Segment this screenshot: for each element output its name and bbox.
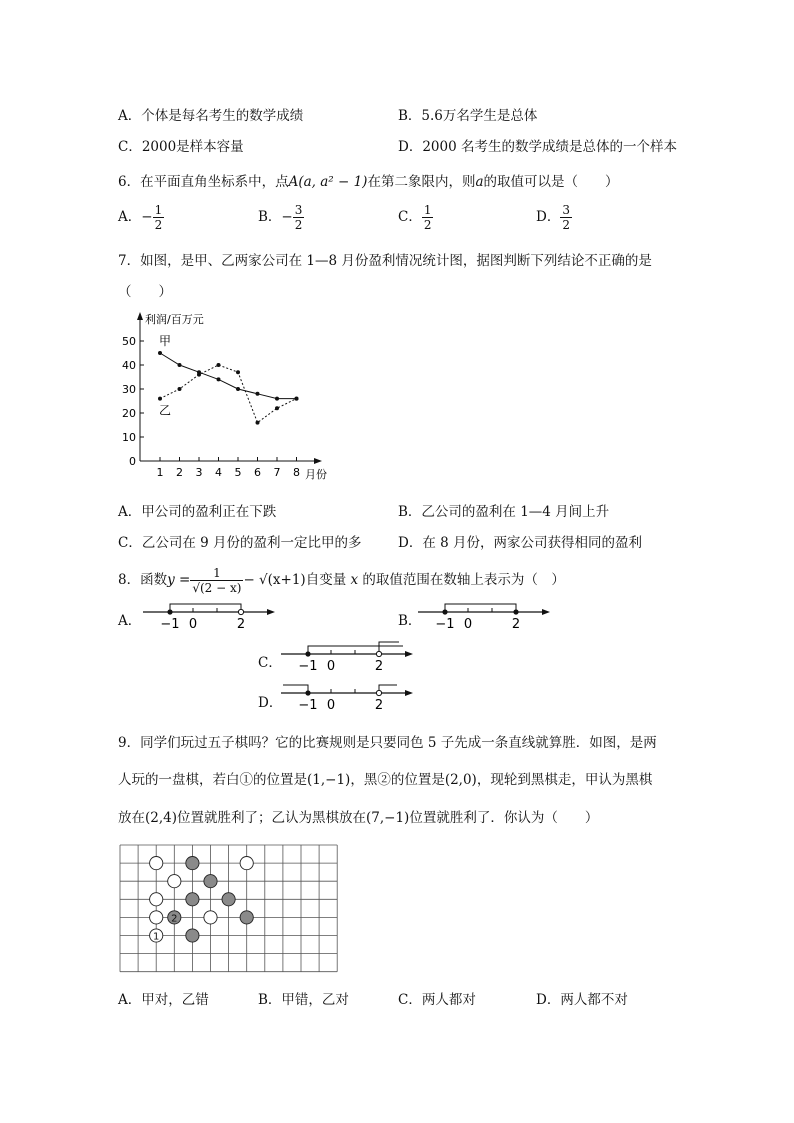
y-tick-label: 10 (122, 431, 136, 444)
stone-number: 1 (153, 931, 160, 943)
data-point (158, 351, 162, 355)
tick-label: 2 (236, 617, 246, 632)
q7-option-d: D．在 8 月份，两家公司获得相同的盈利 (398, 535, 642, 551)
x-tick-label: 6 (254, 466, 261, 479)
tick-label: 0 (326, 698, 336, 713)
y-tick-label: 0 (129, 455, 136, 468)
axis-arrow (405, 690, 413, 696)
series-line-2 (160, 365, 297, 423)
q9-line-3: 放在(2,4)位置就胜利了；乙认为黑棋放在(7,−1)位置就胜利了．你认为（ ） (118, 810, 599, 826)
q9-line-1: 9．同学们玩过五子棋吗？它的比赛规则是只要同色 5 子先成一条直线就算胜．如图，是两 (118, 735, 657, 751)
closed-endpoint (442, 609, 447, 614)
tick-label: 0 (326, 659, 336, 674)
data-point (197, 373, 201, 377)
black-stone (222, 893, 235, 906)
q5-option-d: D．2000 名考生的数学成绩是总体的一个样本 (398, 139, 677, 155)
q8-option-a-label: A． (118, 613, 142, 629)
q8-formula-fraction: $\frac{1}{√(2 - x)}$ (192, 566, 242, 595)
tick-label: −1 (298, 698, 318, 713)
q8-stem: 8．函数y = $\frac{1}{√(2 - x)}$ − √(x+1)自变量 x 的取值范围在数轴上表示为（ ） (118, 566, 565, 595)
q8-option-a-number-line (143, 596, 278, 634)
x-axis-label: 月份 (305, 468, 327, 481)
q8-option-b-number-line (418, 596, 553, 634)
x-tick-label: 2 (176, 466, 183, 479)
x-tick-label: 8 (293, 466, 300, 479)
data-point (256, 392, 260, 396)
tick-label: 0 (188, 617, 198, 632)
range-bracket (445, 604, 516, 612)
q9-option-c: C．两人都对 (398, 992, 476, 1008)
q6-var: a (475, 174, 484, 190)
tick-label: 2 (511, 617, 521, 632)
x-tick-label: 3 (195, 466, 203, 479)
x-tick-label: 1 (156, 466, 164, 479)
white-stone (240, 857, 253, 870)
closed-endpoint (305, 651, 310, 656)
q6-option-c: C． $\frac{1}{2}$ (398, 203, 432, 232)
range-right-2 (379, 642, 399, 654)
q9-line-2: 人玩的一盘棋，若白①的位置是(1,−1)，黑②的位置是(2,0)，现轮到黑棋走，甲认为黑棋 (118, 772, 653, 788)
q8-option-c-label: C． (258, 655, 282, 671)
q9-option-b: B．甲错，乙对 (258, 992, 349, 1008)
q7-option-b: B．乙公司的盈利在 1—4 月间上升 (398, 504, 610, 520)
black-stone (240, 911, 253, 924)
q6-stem-mid: 在第二象限内，则 (367, 174, 476, 190)
series-line-1 (160, 353, 297, 399)
range-bracket (170, 604, 241, 612)
q6-stem-text: 6．在平面直角坐标系中，点 (118, 174, 289, 190)
white-stone (204, 911, 217, 924)
q5-option-b: B．5.6万名学生是总体 (398, 108, 538, 124)
q8-option-b-label: B． (398, 613, 422, 629)
q6-option-b: B．− $\frac{3}{2}$ (258, 203, 303, 232)
open-endpoint (376, 651, 381, 656)
y-tick-label: 40 (122, 359, 136, 372)
q7-option-a: A．甲公司的盈利正在下跌 (118, 504, 277, 520)
tick-label: −1 (298, 659, 318, 674)
black-stone (186, 857, 199, 870)
q7-paren: （ ） (118, 284, 172, 300)
q9-option-a: A．甲对，乙错 (118, 992, 209, 1008)
x-tick-label: 7 (273, 466, 281, 479)
gomoku-board (119, 844, 339, 974)
data-point (217, 377, 221, 381)
closed-endpoint (513, 609, 518, 614)
data-point (256, 421, 260, 425)
q6-point: A(a, a² − 1) (288, 174, 368, 190)
x-axis-arrow (314, 458, 322, 464)
q8-option-c-number-line (281, 638, 416, 676)
axis-arrow (405, 651, 413, 657)
q9-option-d: D．两人都不对 (536, 992, 628, 1008)
data-point (275, 406, 279, 410)
y-tick-label: 20 (122, 407, 136, 420)
q7-option-c: C．乙公司在 9 月份的盈利一定比甲的多 (118, 535, 362, 551)
stone-number: 2 (171, 913, 178, 925)
data-point (236, 370, 240, 374)
x-tick-label: 5 (234, 466, 242, 479)
white-stone (150, 893, 163, 906)
tick-label: 0 (463, 617, 473, 632)
data-point (158, 397, 162, 401)
series-label-1: 甲 (159, 334, 172, 348)
tick-label: 2 (374, 659, 384, 674)
series-label-2: 乙 (159, 403, 172, 418)
q6-option-d: D． $\frac{3}{2}$ (536, 203, 570, 232)
white-stone (168, 875, 181, 888)
data-point (275, 397, 279, 401)
data-point (217, 363, 221, 367)
q5-option-c: C．2000是样本容量 (118, 139, 244, 155)
y-axis-arrow (137, 312, 143, 320)
y-tick-label: 50 (122, 335, 136, 348)
tick-label: −1 (435, 617, 455, 632)
open-endpoint (376, 690, 381, 695)
axis-arrow (267, 609, 275, 615)
q8-option-d-number-line (281, 677, 416, 715)
white-stone (150, 857, 163, 870)
q8-formula-lhs: y = (167, 572, 191, 588)
tick-label: 2 (374, 698, 384, 713)
data-point (178, 363, 182, 367)
black-stone (186, 893, 199, 906)
q8-option-d-label: D． (258, 695, 283, 711)
data-point (236, 387, 240, 391)
closed-endpoint (305, 690, 310, 695)
x-tick-label: 4 (215, 466, 222, 479)
q5-option-a: A．个体是每名考生的数学成绩 (118, 108, 304, 124)
y-axis-label: 利润/百万元 (145, 313, 204, 326)
black-stone (204, 875, 217, 888)
black-stone (186, 929, 199, 942)
data-point (295, 397, 299, 401)
open-endpoint (238, 609, 243, 614)
q8-formula-rest: − √(x+1) (243, 572, 306, 588)
range-left (283, 685, 308, 693)
profit-line-chart (118, 308, 338, 486)
q6-stem-tail: 的取值可以是（ ） (483, 174, 619, 190)
closed-endpoint (167, 609, 172, 614)
white-stone (150, 911, 163, 924)
axis-arrow (542, 609, 550, 615)
q7-stem: 7．如图，是甲、乙两家公司在 1—8 月份盈利情况统计图，据图判断下列结论不正确的是 (118, 253, 652, 269)
q6-stem (118, 170, 619, 190)
q6-option-a: A．− $\frac{1}{2}$ (118, 203, 163, 232)
data-point (178, 387, 182, 391)
y-tick-label: 30 (122, 383, 136, 396)
tick-label: −1 (160, 617, 180, 632)
